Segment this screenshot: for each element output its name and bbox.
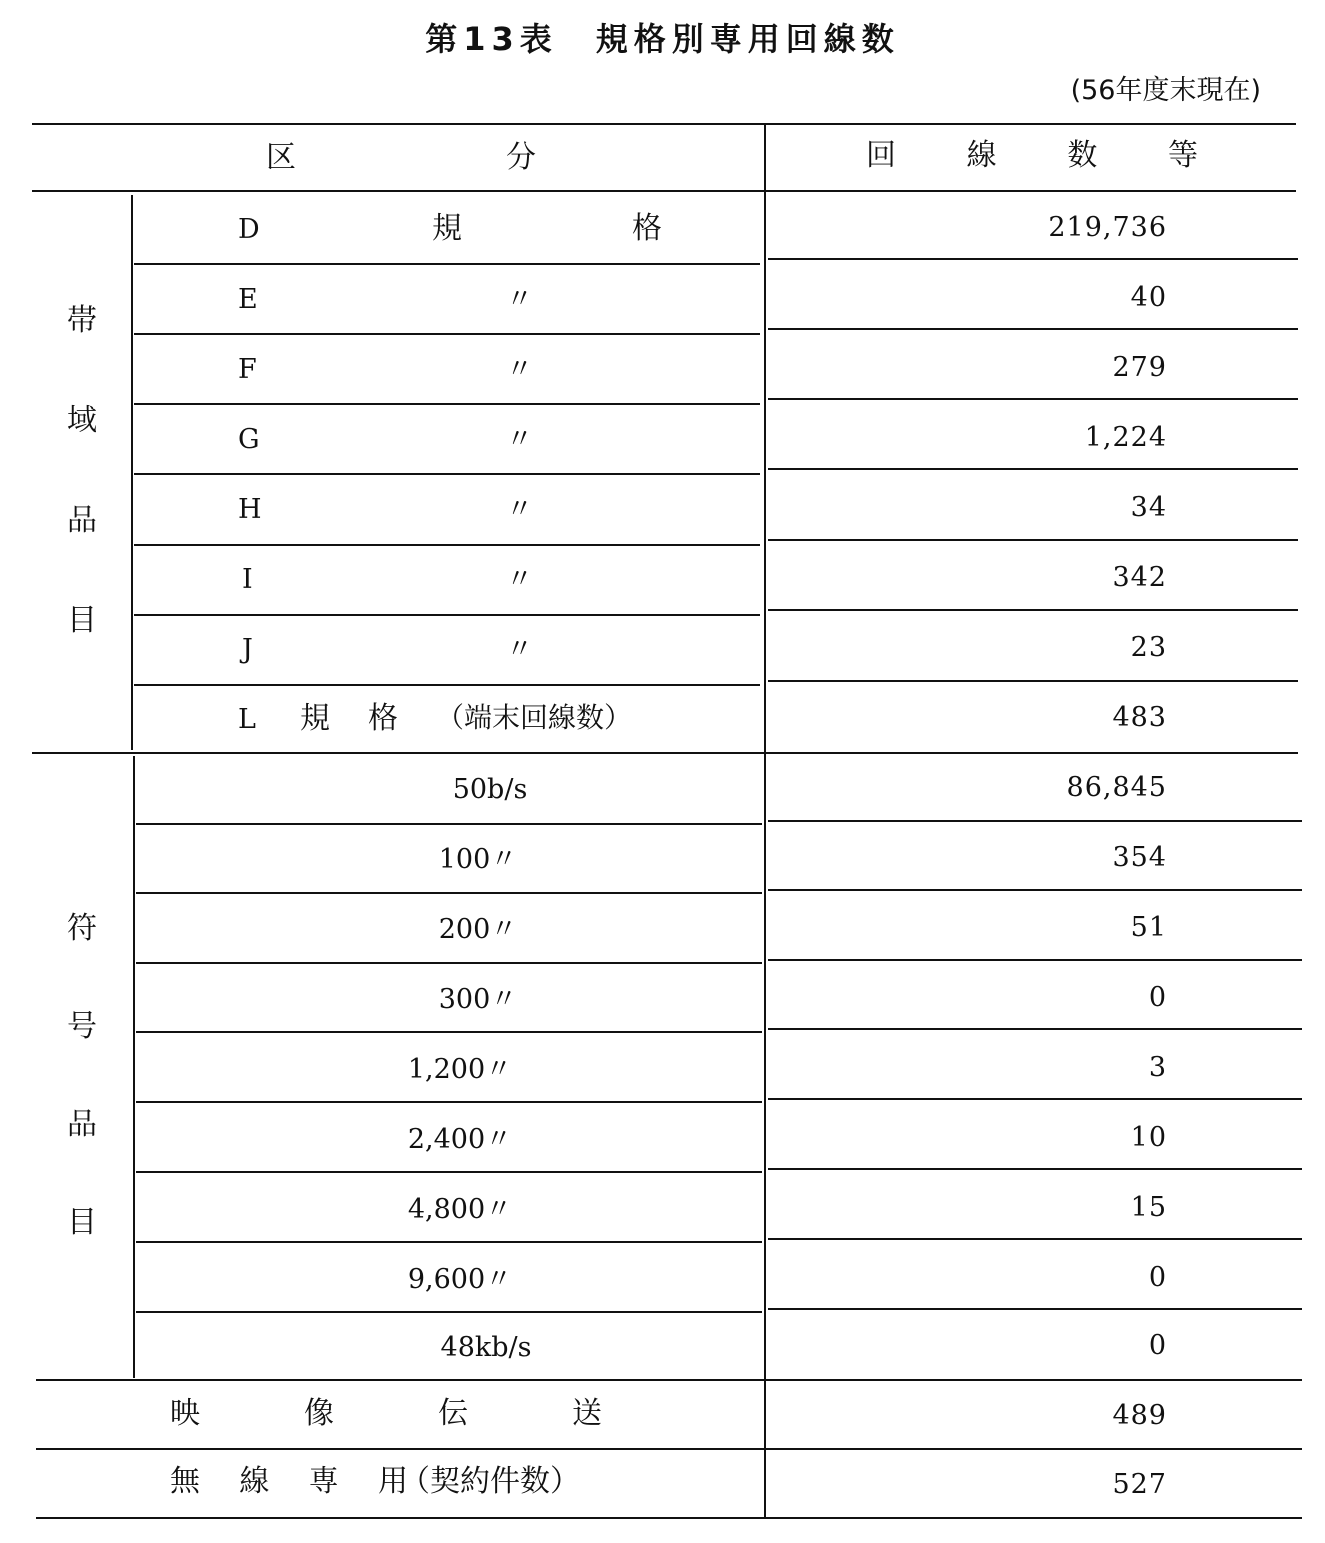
header-count-char: 回 (866, 138, 896, 173)
band-row-letter: I (242, 564, 253, 595)
radio-row-suffix: （契約件数） (400, 1464, 580, 1499)
table-title: 第13表 規格別専用回線数 (425, 20, 900, 58)
top-rule (32, 123, 1296, 125)
row-rule (768, 539, 1298, 541)
row-rule (768, 609, 1298, 611)
group-rule (36, 1379, 1302, 1381)
band-label-char: 域 (67, 403, 97, 438)
band-label-char: 帯 (67, 303, 97, 338)
header-count-char: 線 (966, 138, 997, 173)
band-row-value: 34 (1130, 492, 1167, 523)
radio-char: 線 (239, 1464, 270, 1499)
header-count-char: 等 (1167, 138, 1198, 173)
header-rule (32, 190, 1296, 192)
band-row-value: 342 (1112, 562, 1167, 593)
code-row-label: 9,600〃 (407, 1264, 513, 1295)
radio-row-value: 527 (1112, 1469, 1167, 1500)
row-rule (136, 1171, 762, 1173)
band-row-spec: 格 (368, 701, 398, 736)
radio-char: 無 (170, 1464, 200, 1499)
code-row-label: 100〃 (438, 844, 518, 875)
row-rule (768, 328, 1298, 330)
row-rule (134, 333, 760, 335)
band-row-spec: 規 (432, 211, 462, 246)
video-char: 像 (304, 1396, 334, 1431)
row-rule (768, 889, 1302, 891)
as-of-note: (56年度末現在) (1070, 75, 1261, 106)
row-rule (134, 403, 760, 405)
code-row-label: 4,800〃 (407, 1194, 513, 1225)
band-row-letter: D (238, 214, 260, 245)
row-rule (768, 398, 1298, 400)
band-row-letter: J (242, 634, 253, 665)
video-row-value: 489 (1112, 1400, 1167, 1431)
code-row-value: 10 (1130, 1122, 1167, 1153)
header-count (866, 138, 1198, 173)
code-label-char: 符 (67, 911, 97, 946)
radio-char: 専 (308, 1464, 339, 1499)
row-rule (136, 1241, 762, 1243)
row-rule (768, 1028, 1302, 1030)
band-row-letter: E (238, 284, 258, 315)
code-row-label: 50b/s (452, 774, 528, 805)
ditto-mark: 〃 (506, 424, 533, 455)
video-char: 送 (572, 1396, 602, 1431)
code-row-value: 0 (1148, 1330, 1167, 1361)
row-rule (768, 1098, 1302, 1100)
band-row-letter: F (238, 354, 257, 385)
band-row-value: 219,736 (1048, 212, 1167, 243)
band-row-spec: 規 (300, 701, 330, 736)
row-rule (136, 1311, 762, 1313)
header-category-char: 区 (266, 140, 296, 175)
ditto-mark: 〃 (506, 494, 533, 525)
code-row-value: 15 (1130, 1192, 1167, 1223)
band-label-char: 品 (67, 503, 97, 538)
band-row-letter: G (238, 424, 260, 455)
video-char: 映 (170, 1396, 200, 1431)
band-row-value: 1,224 (1084, 422, 1167, 453)
row-rule (136, 1031, 762, 1033)
video-char: 伝 (438, 1396, 468, 1431)
code-label-char: 号 (67, 1009, 97, 1044)
row-rule (136, 892, 762, 894)
header-category-char: 分 (506, 140, 536, 175)
band-row-value: 40 (1130, 282, 1167, 313)
group-rule (32, 752, 1298, 754)
band-row-value: 483 (1112, 702, 1167, 733)
header-category (266, 140, 536, 175)
band-group-label (62, 295, 102, 639)
row-rule (134, 614, 760, 616)
header-count-char: 数 (1067, 138, 1098, 173)
code-row-label: 48kb/s (440, 1332, 532, 1363)
code-row-label: 200〃 (438, 914, 518, 945)
row-rule (134, 544, 760, 546)
row-rule (136, 823, 762, 825)
row-rule (136, 1101, 762, 1103)
ditto-mark: 〃 (506, 564, 533, 595)
row-rule (768, 468, 1298, 470)
ditto-mark: 〃 (506, 354, 533, 385)
row-rule (768, 1168, 1302, 1170)
code-row-label: 1,200〃 (407, 1054, 513, 1085)
row-rule (768, 680, 1298, 682)
row-rule (134, 263, 760, 265)
group-divider-code (133, 756, 135, 1378)
code-label-char: 品 (67, 1107, 97, 1142)
row-rule (768, 1238, 1302, 1240)
row-rule (768, 258, 1298, 260)
code-row-value: 0 (1148, 982, 1167, 1013)
group-divider-band (131, 195, 133, 750)
radio-row-label (170, 1464, 408, 1499)
code-row-label: 300〃 (438, 984, 518, 1015)
bottom-rule (36, 1517, 1302, 1519)
row-rule (36, 1448, 1302, 1450)
code-row-value: 3 (1148, 1052, 1167, 1083)
band-row-value: 23 (1130, 632, 1167, 663)
code-row-label: 2,400〃 (407, 1124, 513, 1155)
row-rule (134, 684, 760, 686)
code-row-value: 51 (1130, 912, 1167, 943)
row-rule (768, 820, 1302, 822)
code-label-char: 目 (67, 1205, 97, 1240)
row-rule (768, 1308, 1302, 1310)
code-row-value: 354 (1112, 842, 1167, 873)
code-row-value: 86,845 (1066, 772, 1167, 803)
row-rule (768, 959, 1302, 961)
radio-char: 用 (377, 1464, 408, 1499)
band-row-letter: H (238, 494, 262, 525)
row-rule (136, 962, 762, 964)
code-row-value: 0 (1148, 1262, 1167, 1293)
band-row-note: （端末回線数） (436, 701, 633, 734)
band-row-value: 279 (1112, 352, 1167, 383)
band-row-letter: L (238, 704, 256, 735)
row-rule (134, 473, 760, 475)
code-group-label (62, 903, 102, 1241)
column-divider (764, 123, 766, 1518)
band-row-spec: 格 (632, 211, 662, 246)
ditto-mark: 〃 (506, 634, 533, 665)
video-row-label (170, 1396, 602, 1431)
band-label-char: 目 (67, 603, 97, 638)
ditto-mark: 〃 (506, 284, 533, 315)
